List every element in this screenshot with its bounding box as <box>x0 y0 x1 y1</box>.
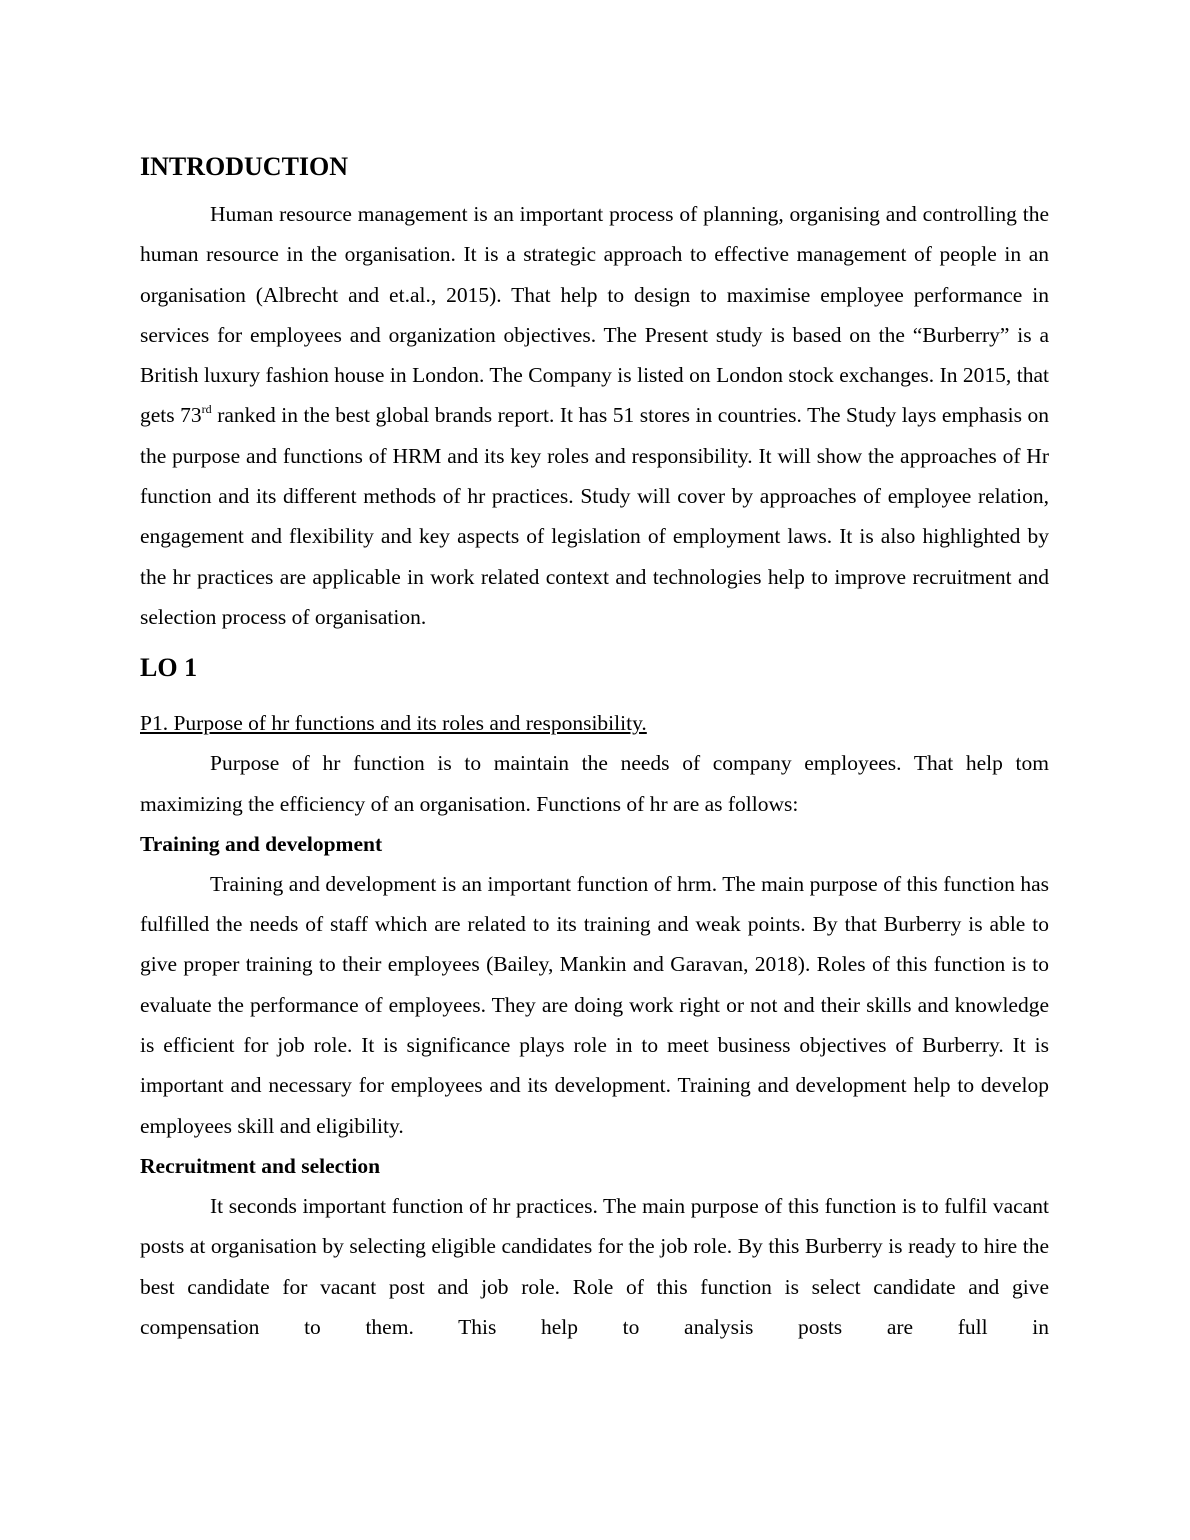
introduction-heading: INTRODUCTION <box>140 152 349 181</box>
introduction-text-part-2: ranked in the best global brands report. It has 51 stores in countries. The Study lays emphasis on the purpose and functions of HRM and its key roles and responsibility. It will show the approaches of Hr function and its different methods of hr practices. Study will cover by approaches of employee relation, engagement and flexibility and key aspects of legislation of employment laws. It is also highlighted by the hr practices are applicable in work related context and technologies help to improve recruitment and selection process of organisation. <box>140 403 1049 629</box>
recruitment-heading: Recruitment and selection <box>140 1153 381 1178</box>
recruitment-paragraph: It seconds important function of hr practices. The main purpose of this function is to fulfil vacant posts at organisation by selecting eligible candidates for the job role. By this Burberry is ready to hire the best candidate for vacant post and job role. Role of this function is select candidate and give compensation to them. This help to analysis posts are full in <box>140 1193 1049 1339</box>
introduction-paragraph <box>140 194 1049 637</box>
training-heading: Training and development <box>140 831 383 856</box>
introduction-text-part-1: Human resource management is an important process of planning, organising and controlling the human resource in the organisation. It is a strategic approach to effective management of people in an organisation (Albrecht and et.al., 2015). That help to design to maximise employee performance in services for employees and organization objectives. The Present study is based on the “Burberry” is a British luxury fashion house in London. The Company is listed on London stock exchanges. In 2015, that gets 73 <box>140 202 1049 428</box>
p1-paragraph: Purpose of hr function is to maintain the needs of company employees. That help tom maximizing the efficiency of an organisation. Functions of hr are as follows: <box>140 751 1049 816</box>
ordinal-suffix: rd <box>201 402 212 417</box>
training-paragraph: Training and development is an important function of hrm. The main purpose of this function has fulfilled the needs of staff which are related to its training and weak points. By that Burberry is able to give proper training to their employees (Bailey, Mankin and Garavan, 2018). Roles of this function is to evaluate the performance of employees. They are doing work right or not and their skills and knowledge is efficient for job role. It is significance plays role in to meet business objectives of Burberry. It is important and necessary for employees and its development. Training and development help to develop employees skill and eligibility. <box>140 871 1049 1138</box>
lo1-heading: LO 1 <box>140 653 198 683</box>
document-page <box>140 150 1049 1347</box>
p1-title: P1. Purpose of hr functions and its roles and responsibility. <box>140 711 647 736</box>
